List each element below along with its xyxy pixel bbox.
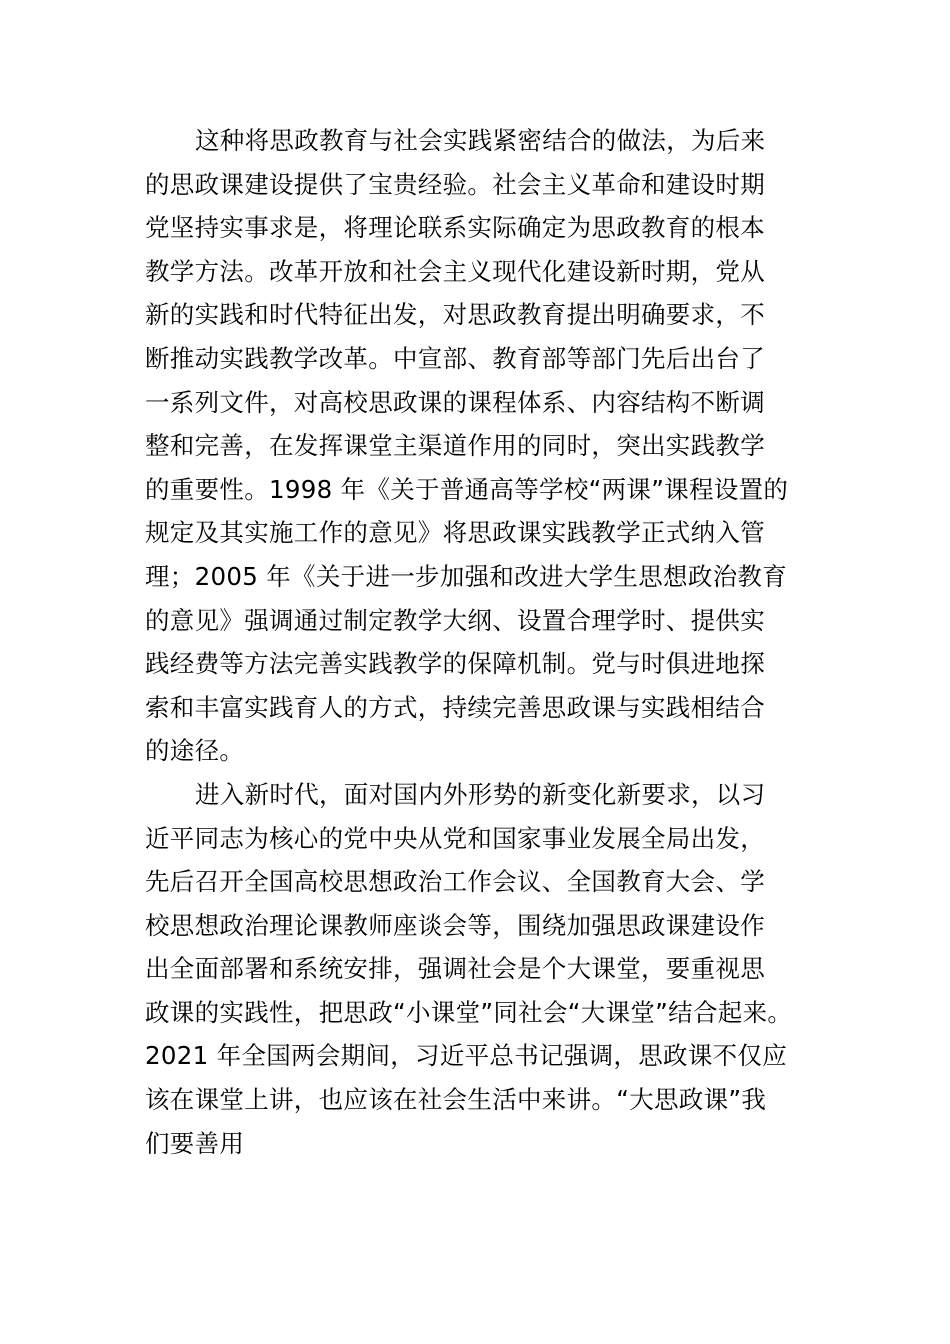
text-line: 践经费等方法完善实践教学的保障机制。党与时俱进地探 xyxy=(145,649,765,679)
text-line: 们要善用 xyxy=(145,1128,245,1158)
text-line: 政课的实践性，把思政“小课堂”同社会“大课堂”结合起来。 xyxy=(145,997,793,1027)
text-line: 整和完善，在发挥课堂主渠道作用的同时，突出实践教学 xyxy=(145,431,765,461)
text-line: 新的实践和时代特征出发，对思政教育提出明确要求，不 xyxy=(145,300,765,330)
text-line: 理；2005 年《关于进一步加强和改进大学生思想政治教育 xyxy=(145,561,788,591)
text-line: 该在课堂上讲，也应该在社会生活中来讲。“大思政课”我 xyxy=(145,1085,767,1115)
text-line: 教学方法。改革开放和社会主义现代化建设新时期，党从 xyxy=(145,256,765,286)
text-line: 一系列文件，对高校思政课的课程体系、内容结构不断调 xyxy=(145,387,765,417)
text-line: 规定及其实施工作的意见》将思政课实践教学正式纳入管 xyxy=(145,518,765,548)
paragraph-2 xyxy=(145,773,809,1165)
text-line: 索和丰富实践育人的方式，持续完善思政课与实践相结合 xyxy=(145,692,765,722)
text-line: 进入新时代，面对国内外形势的新变化新要求，以习 xyxy=(195,779,766,809)
text-line: 先后召开全国高校思想政治工作会议、全国教育大会、学 xyxy=(145,867,765,897)
text-line: 近平同志为核心的党中央从党和国家事业发展全局出发， xyxy=(145,823,765,853)
text-line: 的重要性。1998 年《关于普通高等学校“两课”课程设置的 xyxy=(145,474,789,504)
text-line: 2021 年全国两会期间，习近平总书记强调，思政课不仅应 xyxy=(145,1041,788,1071)
text-line: 出全面部署和系统安排，强调社会是个大课堂，要重视思 xyxy=(145,954,765,984)
document-page xyxy=(145,119,809,1165)
text-line: 的途径。 xyxy=(145,736,245,766)
text-line: 的思政课建设提供了宝贵经验。社会主义革命和建设时期 xyxy=(145,169,765,199)
text-line: 校思想政治理论课教师座谈会等，围绕加强思政课建设作 xyxy=(145,910,765,940)
text-line: 断推动实践教学改革。中宣部、教育部等部门先后出台了 xyxy=(145,343,765,373)
text-line: 党坚持实事求是，将理论联系实际确定为思政教育的根本 xyxy=(145,213,765,243)
paragraph-1 xyxy=(145,119,809,773)
text-line: 的意见》强调通过制定教学大纲、设置合理学时、提供实 xyxy=(145,605,765,635)
text-line: 这种将思政教育与社会实践紧密结合的做法，为后来 xyxy=(195,126,766,155)
